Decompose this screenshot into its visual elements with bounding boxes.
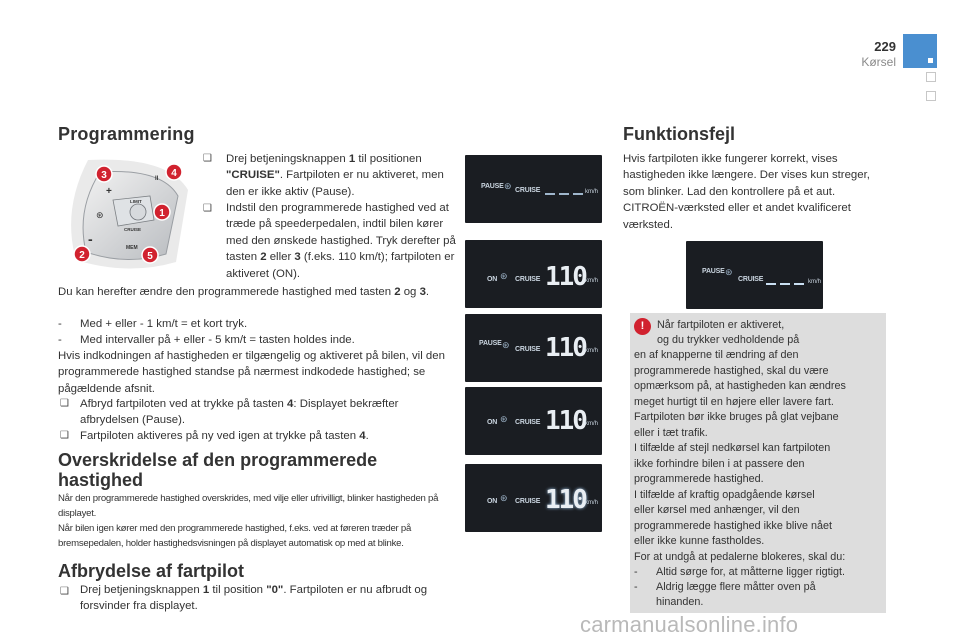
warning-line: Fartpiloten bør ikke bruges på glat vejbane bbox=[634, 411, 839, 423]
list-item: Med intervaller på + eller - 5 km/t = tasten holdes inde. bbox=[80, 334, 355, 346]
bullet-icon: ❑ bbox=[203, 153, 212, 164]
heading-funktionsfejl: Funktionsfejl bbox=[623, 124, 735, 144]
display-speed: 110 bbox=[545, 485, 586, 515]
display-unit: km/h bbox=[585, 348, 599, 354]
display-speed: 110 bbox=[545, 333, 586, 363]
display-speed: 110 bbox=[545, 262, 586, 292]
section-tab bbox=[926, 91, 936, 101]
display-status: ON bbox=[487, 419, 498, 426]
callout-2: 2 bbox=[79, 250, 85, 261]
speedometer-icon: ⊛ bbox=[500, 493, 508, 503]
label-limit: LIMIT bbox=[130, 199, 142, 204]
warning-line: programmerede hastighed, skal du være bbox=[634, 365, 829, 377]
label-plus: + bbox=[106, 186, 112, 197]
page-number: 229 bbox=[874, 39, 896, 54]
display-mode: CRUISE bbox=[515, 276, 541, 283]
bullet-icon: ❑ bbox=[60, 430, 69, 441]
list-dash: - bbox=[634, 566, 638, 578]
warning-line: opmærksom på, at hastigheden kan ændres bbox=[634, 380, 846, 392]
speedometer-icon: ⊛ bbox=[96, 211, 104, 221]
warning-line: For at undgå at pedalerne blokeres, skal du: bbox=[634, 551, 846, 563]
speedometer-icon: ⊛ bbox=[502, 340, 510, 350]
speedometer-icon: ⊛ bbox=[504, 181, 512, 191]
step-2: Indstil den programmerede hastighed ved at træde på speederpedalen, indtil bilen kører med den ønskede hastighed. Tryk derefter på tasten 2 eller 3 (f.eks. 110 km/t); fartpiloten er aktiveret (ON). bbox=[226, 202, 456, 280]
paragraph-exceed: Når den programmerede hastighed overskrides, med vilje eller ufrivilligt, blinker hastigheden på displayet. bbox=[58, 493, 439, 519]
warning-line: programmerede hastighed. bbox=[634, 473, 764, 485]
callout-3: 3 bbox=[101, 170, 107, 181]
list-item: Med + eller - 1 km/t = et kort tryk. bbox=[80, 318, 248, 330]
cruise-control-illustration bbox=[58, 150, 196, 278]
speedometer-icon: ⊛ bbox=[725, 267, 733, 277]
warning-line: ikke forhindre bilen i at passere den bbox=[634, 458, 805, 470]
display-speed: 110 bbox=[545, 406, 586, 436]
warning-icon: ! bbox=[634, 318, 651, 335]
bullet-icon: ❑ bbox=[60, 398, 69, 409]
warning-line: Altid sørge for, at måtterne ligger rigtigt. bbox=[656, 566, 846, 578]
heading-overskridelse: Overskridelse af den programmerede hastighed bbox=[58, 450, 378, 490]
warning-line: Aldrig lægge flere måtter oven på bbox=[656, 581, 816, 593]
display-status: ON bbox=[487, 498, 498, 505]
paragraph-adjust: Du kan herefter ændre den programmerede hastighed med tasten 2 og 3. bbox=[58, 286, 430, 298]
display-unit: km/h bbox=[585, 500, 599, 506]
callout-4: 4 bbox=[171, 168, 177, 179]
warning-line: eller i tæt trafik. bbox=[634, 427, 708, 439]
speed-dash bbox=[545, 193, 555, 195]
display-status: PAUSE bbox=[481, 183, 504, 190]
warning-line: I tilfælde af kraftig opadgående kørsel bbox=[634, 489, 815, 501]
display-on-110 bbox=[465, 387, 602, 455]
watermark: carmanualsonline.info bbox=[580, 612, 799, 637]
section-tab bbox=[926, 72, 936, 82]
label-cruise: CRUISE bbox=[124, 227, 142, 232]
display-status: PAUSE bbox=[702, 268, 725, 275]
label-pause: II bbox=[155, 176, 159, 182]
step-3: Afbryd fartpiloten ved at trykke på tasten 4: Displayet bekræfter afbrydelsen (Pause). bbox=[80, 398, 399, 427]
bullet-icon: ❑ bbox=[203, 203, 212, 214]
step-4: Fartpiloten aktiveres på ny ved igen at trykke på tasten 4. bbox=[80, 430, 369, 442]
label-minus: - bbox=[88, 231, 93, 247]
tab-marker-icon bbox=[928, 58, 933, 63]
display-mode: CRUISE bbox=[515, 346, 541, 353]
list-dash: - bbox=[58, 318, 62, 330]
display-unit: km/h bbox=[585, 278, 599, 284]
callout-1: 1 bbox=[159, 208, 165, 219]
speed-dash bbox=[559, 193, 569, 195]
list-dash: - bbox=[58, 334, 62, 346]
warning-line: Når fartpiloten er aktiveret, bbox=[657, 319, 785, 331]
speed-dash bbox=[794, 283, 804, 285]
display-unit: km/h bbox=[585, 189, 599, 195]
display-on-110-blinking bbox=[465, 464, 602, 532]
step-switch-off: Drej betjeningsknappen 1 til position "0". Fartpiloten er nu afbrudt og forsvinder fra displayet. bbox=[80, 584, 428, 613]
warning-line: I tilfælde af stejl nedkørsel kan fartpiloten bbox=[634, 442, 831, 454]
display-mode: CRUISE bbox=[515, 498, 541, 505]
warning-line: en af knapperne til ændring af den bbox=[634, 349, 799, 361]
display-unit: km/h bbox=[585, 421, 599, 427]
heading-programmering: Programmering bbox=[58, 124, 195, 144]
section-name: Kørsel bbox=[861, 55, 896, 69]
label-mem: MEM bbox=[126, 245, 138, 251]
display-pause-110 bbox=[465, 314, 602, 382]
speed-dash bbox=[766, 283, 776, 285]
paragraph-malfunction: Hvis fartpiloten ikke fungerer korrekt, vises hastigheden ikke længere. Der vises kun streger, som blinker. Lad den kontrollere på et aut. CITROËN-værksted eller et andet kvalificeret værksted. bbox=[623, 153, 870, 231]
display-on-110 bbox=[465, 240, 602, 308]
speed-dash bbox=[780, 283, 790, 285]
display-status: PAUSE bbox=[479, 340, 502, 347]
display-pause-dashes bbox=[465, 155, 602, 223]
display-mode: CRUISE bbox=[738, 276, 764, 283]
warning-line: hinanden. bbox=[656, 596, 704, 608]
list-dash: - bbox=[634, 581, 638, 593]
callout-5: 5 bbox=[147, 251, 153, 262]
warning-line: og du trykker vedholdende på bbox=[657, 334, 800, 346]
speed-dash bbox=[573, 193, 583, 195]
display-status: ON bbox=[487, 276, 498, 283]
speedometer-icon: ⊛ bbox=[500, 271, 508, 281]
warning-line: eller ikke kunne fastholdes. bbox=[634, 535, 765, 547]
speedometer-icon: ⊛ bbox=[500, 414, 508, 424]
warning-line: programmerede hastighed ikke blive nået bbox=[634, 520, 833, 532]
display-pause-dashes-fault bbox=[686, 241, 823, 309]
warning-line: eller kørsel med anhænger, vil den bbox=[634, 504, 800, 516]
display-mode: CRUISE bbox=[515, 419, 541, 426]
step-1: Drej betjeningsknappen 1 til positionen "CRUISE". Fartpiloten er nu aktiveret, men den er ikke aktiv (Pause). bbox=[226, 153, 444, 198]
warning-line: meget hurtigt til en højere eller lavere fart. bbox=[634, 396, 834, 408]
paragraph-return: Når bilen igen kører med den programmerede hastighed, f.eks. ved at føreren træder på bremsepedalen, holder hastighedsvisningen på displayet automatisk op med at blinke. bbox=[58, 523, 412, 549]
display-unit: km/h bbox=[808, 279, 822, 285]
paragraph-speed-coding: Hvis indkodningen af hastigheden er tilgængelig og aktiveret på bilen, vil den programmerede hastighed standse på nærmest indkodede hastighed; se pågældende afsnit. bbox=[58, 350, 445, 395]
display-mode: CRUISE bbox=[515, 187, 541, 194]
heading-afbrydelse: Afbrydelse af fartpilot bbox=[58, 561, 245, 581]
section-tab-active bbox=[903, 34, 937, 68]
bullet-icon: ❑ bbox=[60, 586, 69, 597]
